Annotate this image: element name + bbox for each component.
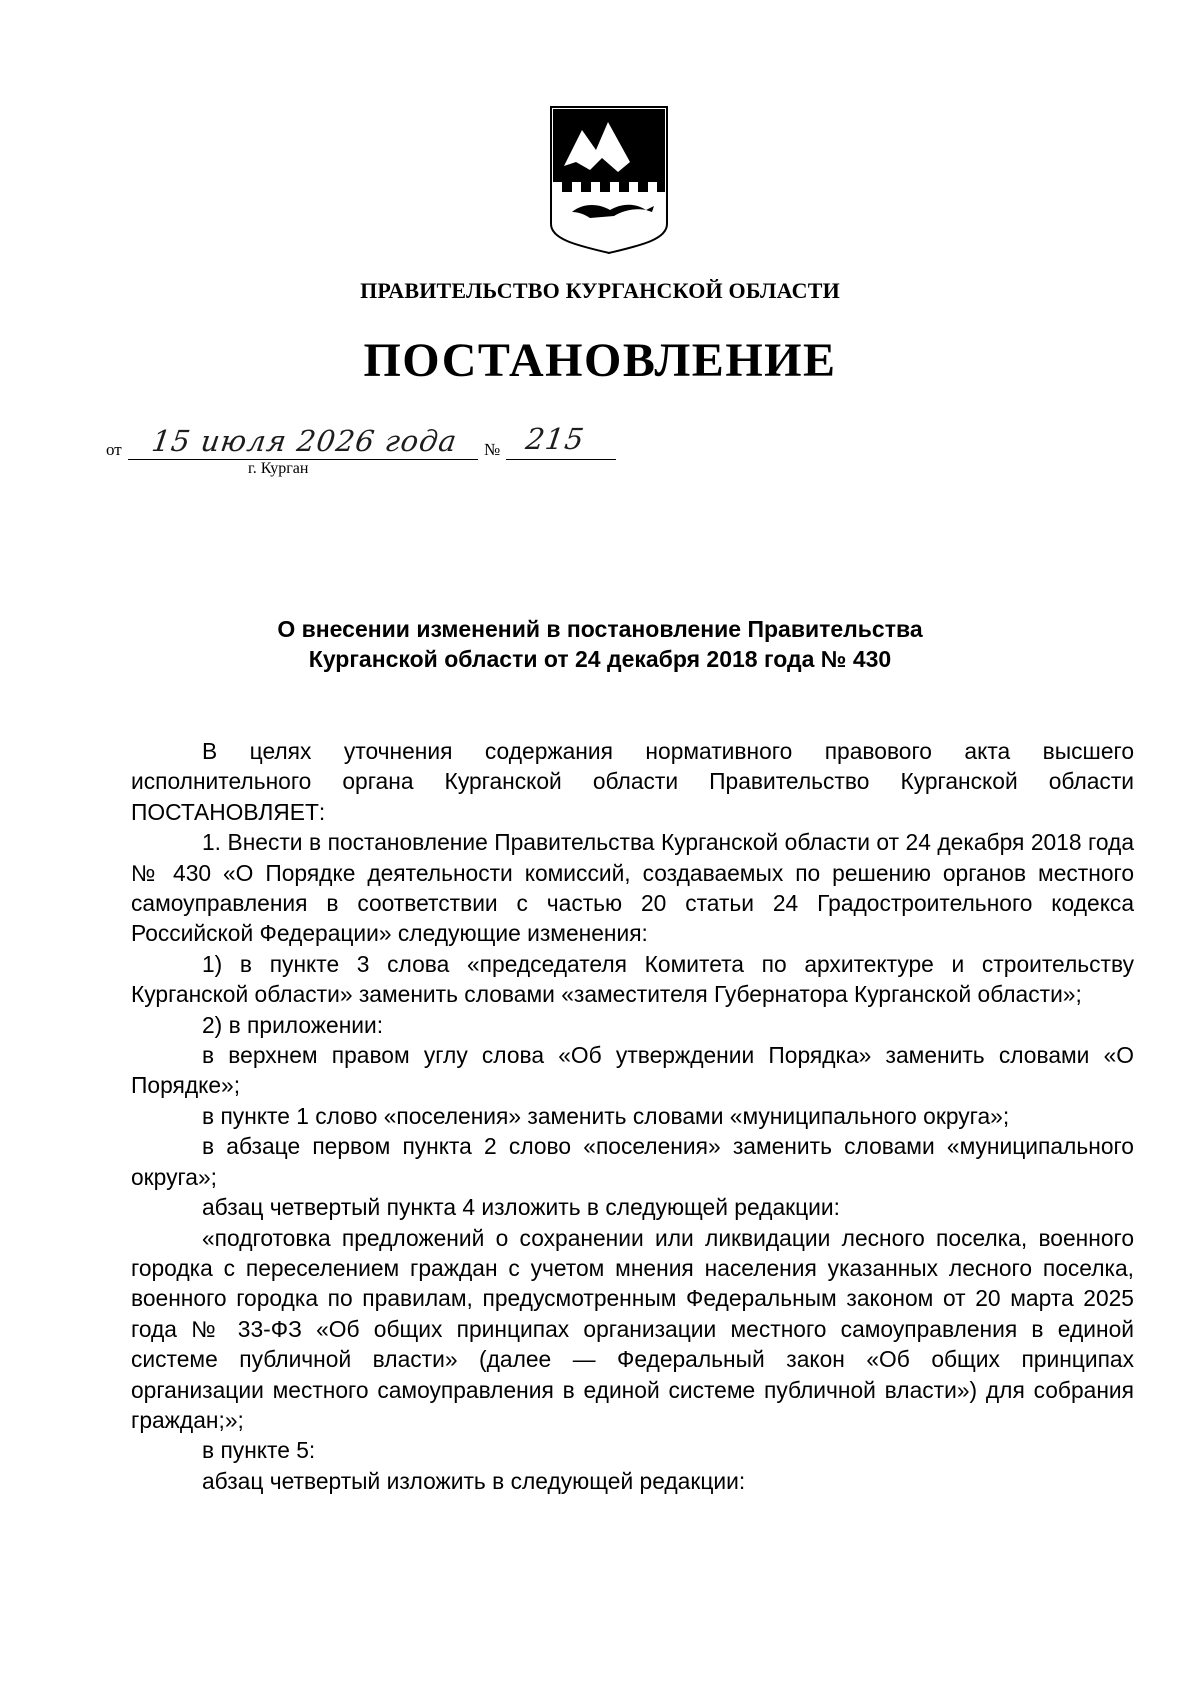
number-label: №	[484, 440, 501, 459]
amendment-paragraph: в верхнем правом углу слова «Об утверждении Порядка» заменить словами «О Порядке»;	[131, 1042, 1134, 1099]
coat-of-arms-emblem	[550, 106, 668, 254]
date-number-line	[106, 422, 626, 462]
amendment-paragraph: в пункте 5:	[202, 1437, 316, 1464]
subclause-2-paragraph: 2) в приложении:	[202, 1011, 384, 1038]
amendment-paragraph: в абзаце первом пункта 2 слово «поселения» заменить словами «муниципального округа»;	[131, 1133, 1134, 1190]
city-label: г. Курган	[248, 460, 309, 477]
document-subject-title	[120, 614, 1080, 674]
document-body	[131, 736, 1134, 1496]
from-label: от	[106, 440, 122, 459]
preamble-paragraph: В целях уточнения содержания нормативного правового акта высшего исполнительного органа Курганской области Правительство Курганской области ПОСТАНОВЛЯЕТ:	[131, 738, 1134, 825]
amendment-paragraph: абзац четвертый пункта 4 изложить в следующей редакции:	[202, 1194, 840, 1221]
handwritten-date: 15 июля 2026 года	[149, 424, 460, 458]
handwritten-number: 215	[523, 422, 587, 456]
title-line-1: О внесении изменений в постановление Правительства	[277, 616, 923, 642]
quoted-text-paragraph: «подготовка предложений о сохранении или ликвидации лесного поселка, военного городка с переселением граждан с учетом мнения населения указанных лесного поселка, военного городка по правилам, предусмотренным Федеральным законом от 20 марта 2025 года № 33-ФЗ «Об общих принципах организации местного самоуправления в единой системе публичной власти» (далее — Федеральный закон «Об общих принципах организации местного самоуправления в единой системе публичной власти») для собрания граждан;»;	[131, 1224, 1134, 1433]
clause-1-paragraph: 1. Внести в постановление Правительства Курганской области от 24 декабря 2018 года № 430 «О Порядке деятельности комиссий, создаваемых по решению органов местного самоуправления в соответствии с частью 20 статьи 24 Градостроительного кодекса Российской Федерации» следующие изменения:	[131, 829, 1134, 947]
amendment-paragraph: абзац четвертый изложить в следующей редакции:	[202, 1467, 746, 1494]
amendment-paragraph: в пункте 1 слово «поселения» заменить словами «муниципального округа»;	[202, 1102, 1010, 1129]
number-underline	[506, 459, 616, 460]
organization-name: ПРАВИТЕЛЬСТВО КУРГАНСКОЙ ОБЛАСТИ	[360, 278, 840, 303]
document-type-title: ПОСТАНОВЛЕНИЕ	[363, 334, 837, 387]
title-line-2: Курганской области от 24 декабря 2018 года № 430	[308, 646, 892, 672]
subclause-1-paragraph: 1) в пункте 3 слова «председателя Комитета по архитектуре и строительству Курганской области» заменить словами «заместителя Губернатора Курганской области»;	[131, 950, 1134, 1008]
